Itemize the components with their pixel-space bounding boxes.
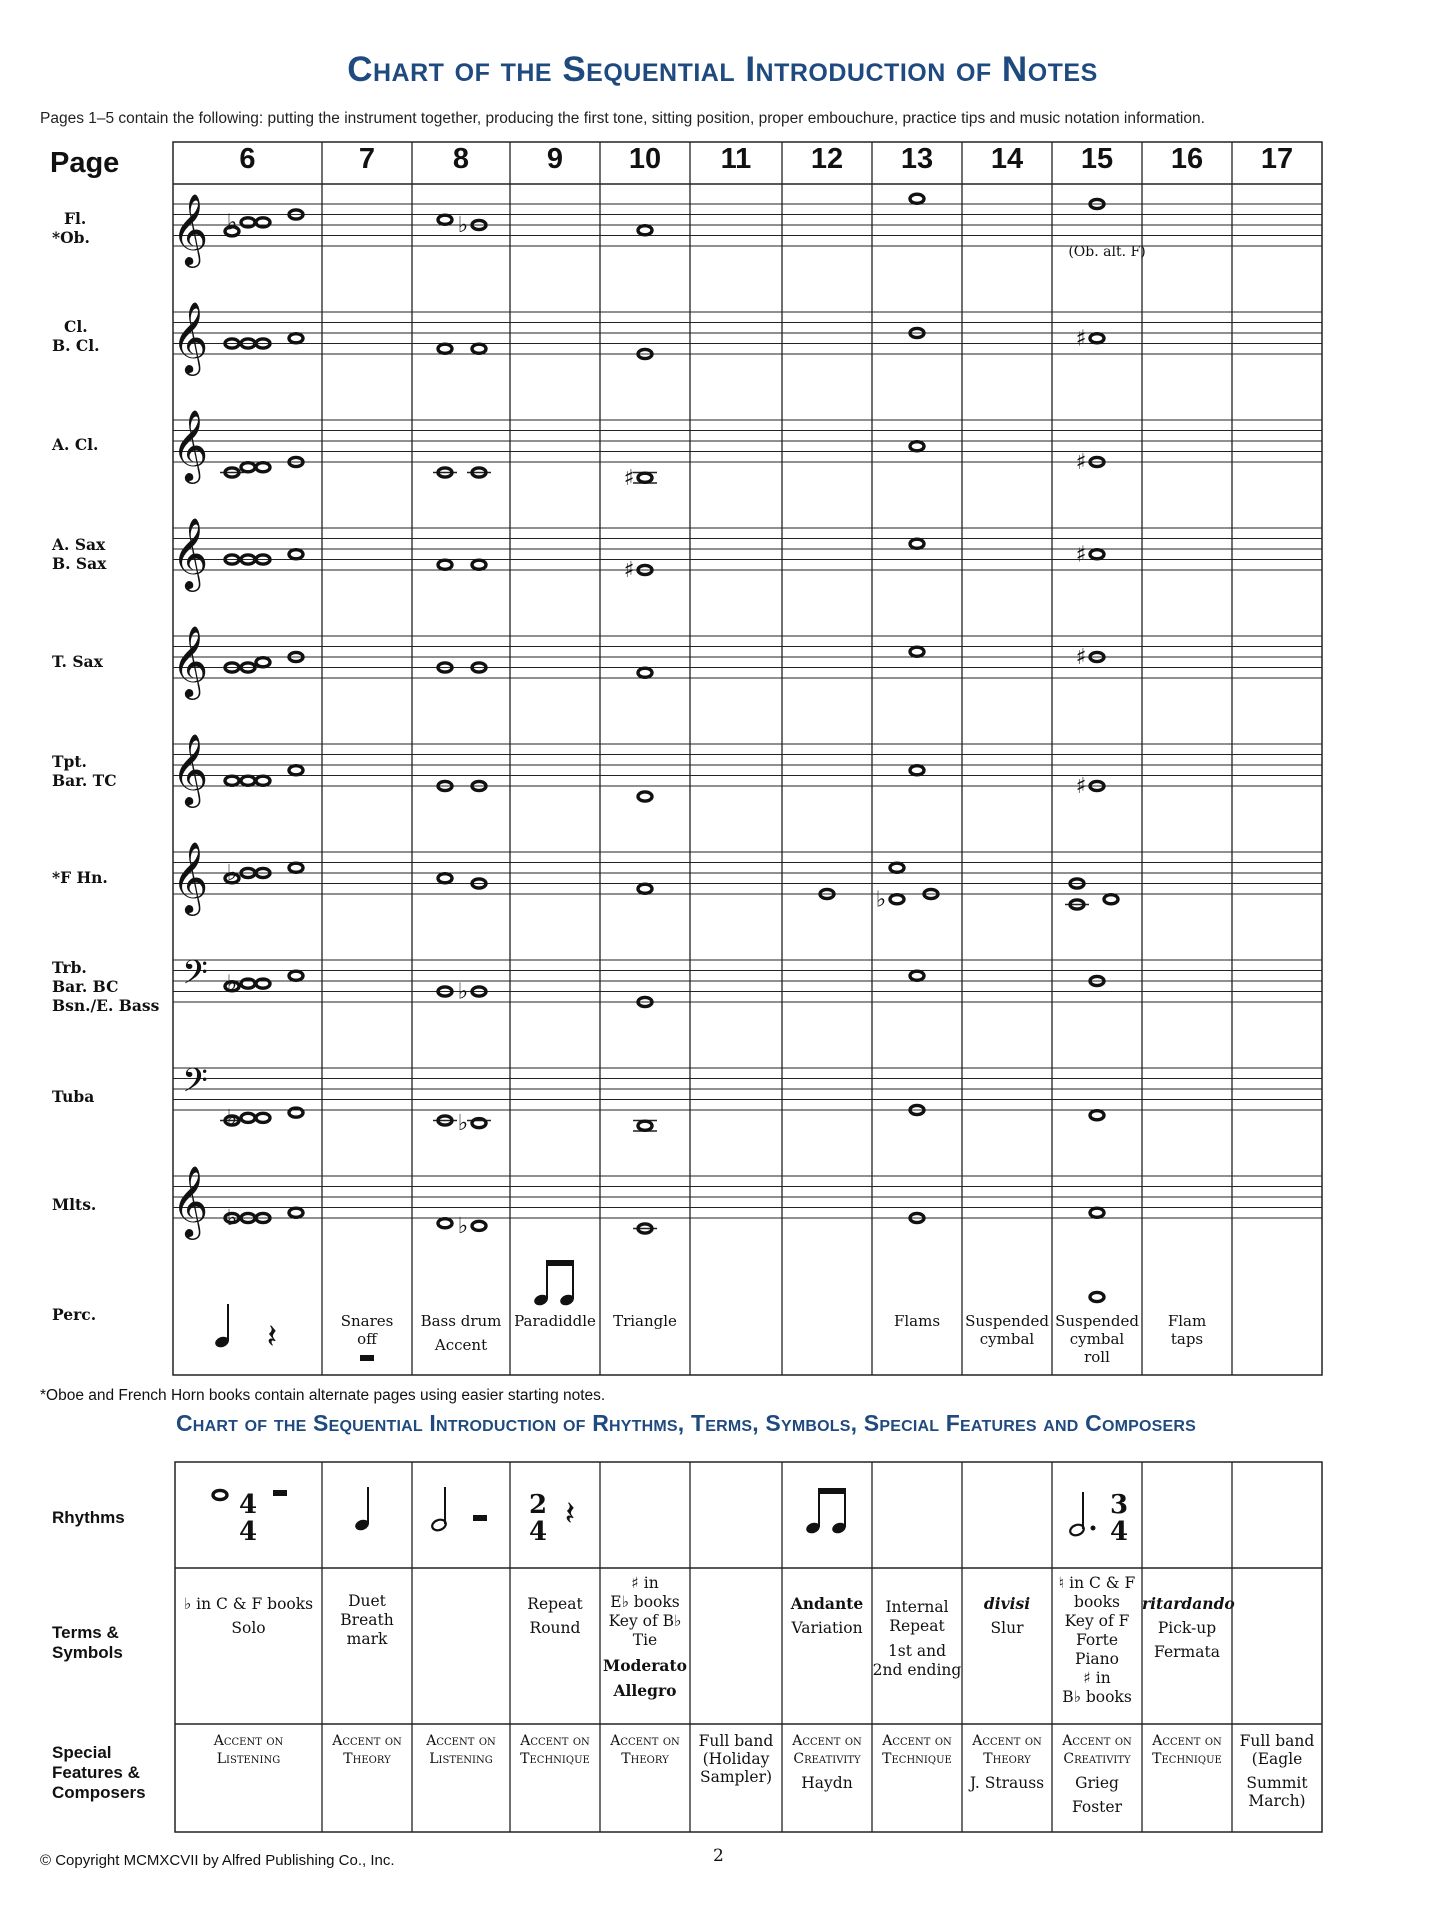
term-text: 1st and [887, 1642, 947, 1660]
whole-note-icon [472, 560, 486, 569]
special-text: Listening [216, 1751, 281, 1767]
sharp-icon: ♯ [623, 558, 635, 583]
whole-note-icon [438, 344, 452, 353]
page-header-6: 6 [239, 143, 256, 175]
flat-icon: ♭ [457, 213, 469, 238]
special-text: J. Strauss [969, 1774, 1045, 1792]
term-text: E♭ books [610, 1593, 680, 1611]
whole-note-icon [910, 539, 924, 548]
flat-icon: ♭ [457, 979, 469, 1005]
perc-text: Bass drum [420, 1312, 502, 1330]
special-text: Accent on [792, 1733, 862, 1749]
copyright: © Copyright MCMXCVII by Alfred Publishing Co., Inc. [40, 1852, 395, 1869]
time-signature-top: 2 [528, 1490, 548, 1520]
eighth-notes-icon [805, 1488, 848, 1535]
sharp-icon: ♯ [1075, 450, 1087, 475]
term-text: Allegro [613, 1681, 677, 1700]
special-text: Accent on [1062, 1733, 1132, 1749]
page-header-12: 12 [810, 143, 844, 175]
sharp-icon: ♯ [1075, 774, 1087, 799]
whole-note-icon [890, 863, 904, 872]
term-text: Internal [885, 1598, 949, 1616]
page-header-9: 9 [546, 143, 564, 175]
flat-icon: ♭ [457, 1111, 469, 1137]
whole-note-icon [213, 1490, 227, 1499]
sharp-icon: ♯ [1075, 645, 1087, 670]
term-text: ritardando [1142, 1594, 1235, 1613]
term-text: 2nd ending [872, 1661, 962, 1679]
whole-note-icon [289, 550, 303, 559]
special-text: Technique [1152, 1751, 1222, 1767]
flat-icon: ♭ [226, 1105, 238, 1131]
perc-text: Triangle [613, 1312, 677, 1330]
whole-note-icon [256, 218, 270, 227]
term-text: ♯ in [1083, 1669, 1111, 1687]
term-text: Solo [231, 1619, 266, 1637]
special-text: Accent on [426, 1733, 496, 1749]
page-header-16: 16 [1170, 143, 1204, 175]
whole-note-icon [1090, 1208, 1104, 1217]
page-header-17: 17 [1260, 143, 1294, 175]
whole-note-icon [638, 884, 652, 893]
whole-note-icon [289, 334, 303, 343]
special-text: Theory [621, 1751, 669, 1767]
perc-text: cymbal [1069, 1330, 1125, 1348]
instrument-label-line: Fl. [64, 209, 87, 228]
special-text: Accent on [520, 1733, 590, 1749]
whole-note-icon [1090, 1292, 1104, 1301]
whole-note-icon [241, 463, 255, 472]
whole-note-icon [910, 647, 924, 656]
whole-note-icon [890, 895, 904, 904]
second-chart-title: Chart of the Sequential Introduction of Rhythms, Terms, Symbols, Special Features and Composers [176, 1410, 1197, 1436]
special-text: Haydn [801, 1774, 853, 1792]
flat-icon: ♭ [457, 1213, 469, 1239]
special-text: Accent on [972, 1733, 1042, 1749]
whole-note-icon [256, 1113, 270, 1122]
rhythms-grid [175, 1462, 1322, 1832]
special-text: Summit [1246, 1774, 1308, 1792]
whole-note-icon [289, 863, 303, 872]
whole-note-icon [910, 971, 924, 980]
whole-note-icon [438, 560, 452, 569]
treble-clef-icon: 𝄞 [171, 1164, 209, 1237]
special-text: Accent on [332, 1733, 402, 1749]
whole-note-icon [256, 979, 270, 988]
special-text: March) [1248, 1792, 1306, 1810]
special-text: Creativity [1063, 1751, 1131, 1767]
special-text: Full band [1239, 1732, 1315, 1750]
special-text: (Holiday [702, 1750, 770, 1768]
perc-text: off [357, 1330, 377, 1348]
treble-clef-icon: 𝄞 [171, 624, 209, 697]
special-text: Grieg [1075, 1774, 1119, 1792]
flat-icon: ♭ [875, 887, 887, 913]
whole-note-icon [910, 194, 924, 203]
sharp-icon: ♯ [1075, 326, 1087, 352]
flat-icon: ♭ [226, 971, 238, 997]
whole-note-icon [472, 344, 486, 353]
whole-note-icon [1090, 550, 1104, 559]
section-label-line: Rhythms [52, 1508, 125, 1527]
term-text: Breath [340, 1611, 394, 1629]
whole-note-icon [1104, 895, 1118, 904]
section-label-line: Symbols [52, 1643, 123, 1662]
time-signature-top: 4 [238, 1490, 258, 1520]
instrument-label-line: Bsn./E. Bass [52, 996, 160, 1015]
special-text: (Eagle [1251, 1750, 1303, 1768]
treble-clef-icon: 𝄞 [171, 732, 209, 805]
term-text: ♭ in C & F books [183, 1595, 314, 1613]
special-text: Technique [882, 1751, 952, 1767]
section-label-line: Features & [52, 1763, 140, 1782]
quarter-note-icon [354, 1487, 371, 1532]
eighth-notes-icon [533, 1260, 576, 1307]
instrument-label-line: Trb. [52, 958, 87, 977]
quarter-note-icon [214, 1304, 231, 1349]
term-text: Key of F [1064, 1612, 1130, 1630]
instrument-label-line: A. Cl. [52, 435, 99, 454]
section-label-line: Composers [52, 1783, 146, 1802]
perc-text: Paradiddle [514, 1312, 596, 1330]
perc-text: Flams [893, 1312, 941, 1330]
special-text: Full band [698, 1732, 774, 1750]
whole-note-icon [225, 776, 239, 785]
term-text: Repeat [889, 1617, 945, 1635]
notes-grid [173, 142, 1322, 1375]
whole-note-icon [638, 226, 652, 235]
whole-note-icon [289, 1208, 303, 1217]
term-text: Variation [791, 1619, 863, 1637]
half-rest-icon [473, 1515, 487, 1521]
section-label-line: Terms & [52, 1623, 119, 1642]
whole-note-icon [1090, 1111, 1104, 1120]
whole-note-icon [289, 971, 303, 980]
instrument-label-line: Bar. BC [52, 977, 119, 996]
treble-clef-icon: 𝄞 [171, 840, 209, 913]
whole-note-icon [256, 658, 270, 667]
term-text: Andante [790, 1594, 864, 1613]
page-header-13: 13 [900, 143, 934, 175]
dot-icon [1091, 1526, 1096, 1531]
bass-clef-icon: 𝄢 [182, 954, 208, 1000]
instrument-label-line: Bar. TC [52, 771, 117, 790]
whole-note-icon [289, 766, 303, 775]
instrument-label-line: B. Sax [52, 554, 107, 573]
half-note-icon [1069, 1492, 1086, 1537]
page-header-8: 8 [452, 143, 470, 175]
perc-text: Suspended [1055, 1312, 1139, 1330]
page-header-15: 15 [1080, 143, 1114, 175]
whole-note-icon [638, 473, 652, 482]
time-signature-bottom: 4 [528, 1517, 548, 1547]
term-text: Moderato [603, 1656, 687, 1675]
special-text: Accent on [882, 1733, 952, 1749]
instrument-label-line: Tuba [52, 1087, 95, 1106]
oboe-alt-note: (Ob. alt. F) [1068, 244, 1146, 260]
term-text: Fermata [1154, 1643, 1220, 1661]
perc-text: cymbal [979, 1330, 1035, 1348]
term-text: Tie [632, 1631, 658, 1649]
whole-note-icon [910, 766, 924, 775]
term-text: Pick-up [1157, 1619, 1217, 1637]
term-text: mark [346, 1630, 388, 1648]
perc-text: taps [1170, 1330, 1204, 1348]
whole-note-icon [472, 1221, 486, 1230]
perc-text: Flam [1167, 1312, 1207, 1330]
page-header-10: 10 [628, 143, 662, 175]
page-label: Page [50, 147, 120, 179]
intro-text: Pages 1–5 contain the following: putting the instrument together, producing the first tone, sitting position, proper embouchure, practice tips and music notation information. [40, 110, 1205, 127]
whole-note-icon [438, 874, 452, 883]
treble-clef-icon: 𝄞 [171, 192, 209, 265]
time-signature-top: 3 [1109, 1490, 1129, 1520]
whole-note-icon [241, 776, 255, 785]
term-text: Repeat [527, 1595, 583, 1613]
special-text: Accent on [213, 1733, 284, 1749]
term-text: Forte [1075, 1631, 1119, 1649]
time-signature-bottom: 4 [1109, 1517, 1129, 1547]
instrument-label-line: Tpt. [52, 752, 87, 771]
sharp-icon: ♯ [623, 465, 635, 491]
whole-note-icon [241, 979, 255, 988]
rest-icon [360, 1355, 374, 1361]
perc-label: Perc. [52, 1305, 97, 1324]
flat-icon: ♭ [226, 1206, 238, 1231]
quarter-rest-icon: 𝄽 [266, 1317, 278, 1357]
term-text: Duet [348, 1592, 386, 1610]
instrument-label-line: A. Sax [52, 535, 106, 554]
term-text: books [1074, 1593, 1120, 1611]
special-text: Theory [343, 1751, 391, 1767]
special-text: Listening [429, 1751, 493, 1767]
term-text: ♯ in [631, 1574, 659, 1592]
whole-note-icon [472, 1119, 486, 1128]
whole-note-icon [438, 215, 452, 224]
page-number: 2 [713, 1846, 724, 1866]
whole-note-icon [289, 1108, 303, 1117]
special-text: Accent on [1152, 1733, 1222, 1749]
page-header-11: 11 [720, 143, 752, 175]
instrument-label-line: Mlts. [52, 1195, 97, 1214]
perc-text: Snares [340, 1312, 394, 1330]
half-note-icon [431, 1487, 448, 1532]
rest-icon [273, 1490, 287, 1496]
whole-note-icon [910, 442, 924, 451]
term-text: Key of B♭ [608, 1612, 682, 1630]
whole-note-icon [241, 1113, 255, 1122]
perc-text: Suspended [965, 1312, 1049, 1330]
term-text: divisi [983, 1594, 1031, 1613]
whole-note-icon [638, 668, 652, 677]
perc-text: roll [1084, 1348, 1110, 1366]
time-signature-bottom: 4 [238, 1517, 258, 1547]
whole-note-icon [256, 776, 270, 785]
treble-clef-icon: 𝄞 [171, 300, 209, 373]
instrument-label-line: *Ob. [52, 228, 90, 247]
treble-clef-icon: 𝄞 [171, 516, 209, 589]
chart-title: Chart of the Sequential Introduction of Notes [347, 50, 1098, 89]
bass-clef-icon: 𝄢 [182, 1062, 208, 1108]
sharp-icon: ♯ [1075, 542, 1087, 568]
special-text: Accent on [610, 1733, 680, 1749]
whole-note-icon [256, 463, 270, 472]
term-text: Round [529, 1619, 581, 1637]
flat-icon: ♭ [226, 210, 238, 236]
special-text: Technique [520, 1751, 590, 1767]
flat-icon: ♭ [226, 861, 238, 886]
instrument-label-line: T. Sax [52, 652, 103, 671]
page-header-14: 14 [990, 143, 1024, 175]
term-text: B♭ books [1062, 1688, 1132, 1706]
term-text: ♮ in C & F [1058, 1574, 1136, 1592]
footnote: *Oboe and French Horn books contain alternate pages using easier starting notes. [40, 1387, 606, 1404]
perc-text: Accent [434, 1336, 488, 1354]
whole-note-icon [638, 792, 652, 801]
whole-note-icon [241, 218, 255, 227]
whole-note-icon [438, 1219, 452, 1228]
whole-note-icon [638, 1121, 652, 1130]
term-text: Piano [1075, 1650, 1119, 1668]
quarter-rest-icon: 𝄽 [564, 1494, 576, 1534]
section-label-line: Special [52, 1743, 112, 1762]
instrument-label-line: Cl. [64, 317, 88, 336]
page-header-7: 7 [358, 143, 376, 175]
term-text: Slur [990, 1619, 1024, 1637]
special-text: Sampler) [699, 1768, 773, 1786]
special-text: Creativity [793, 1751, 861, 1767]
treble-clef-icon: 𝄞 [171, 408, 209, 481]
special-text: Foster [1071, 1798, 1122, 1816]
whole-note-icon [1090, 334, 1104, 343]
instrument-label-line: *F Hn. [52, 868, 108, 887]
special-text: Theory [983, 1751, 1031, 1767]
instrument-label-line: B. Cl. [52, 336, 100, 355]
